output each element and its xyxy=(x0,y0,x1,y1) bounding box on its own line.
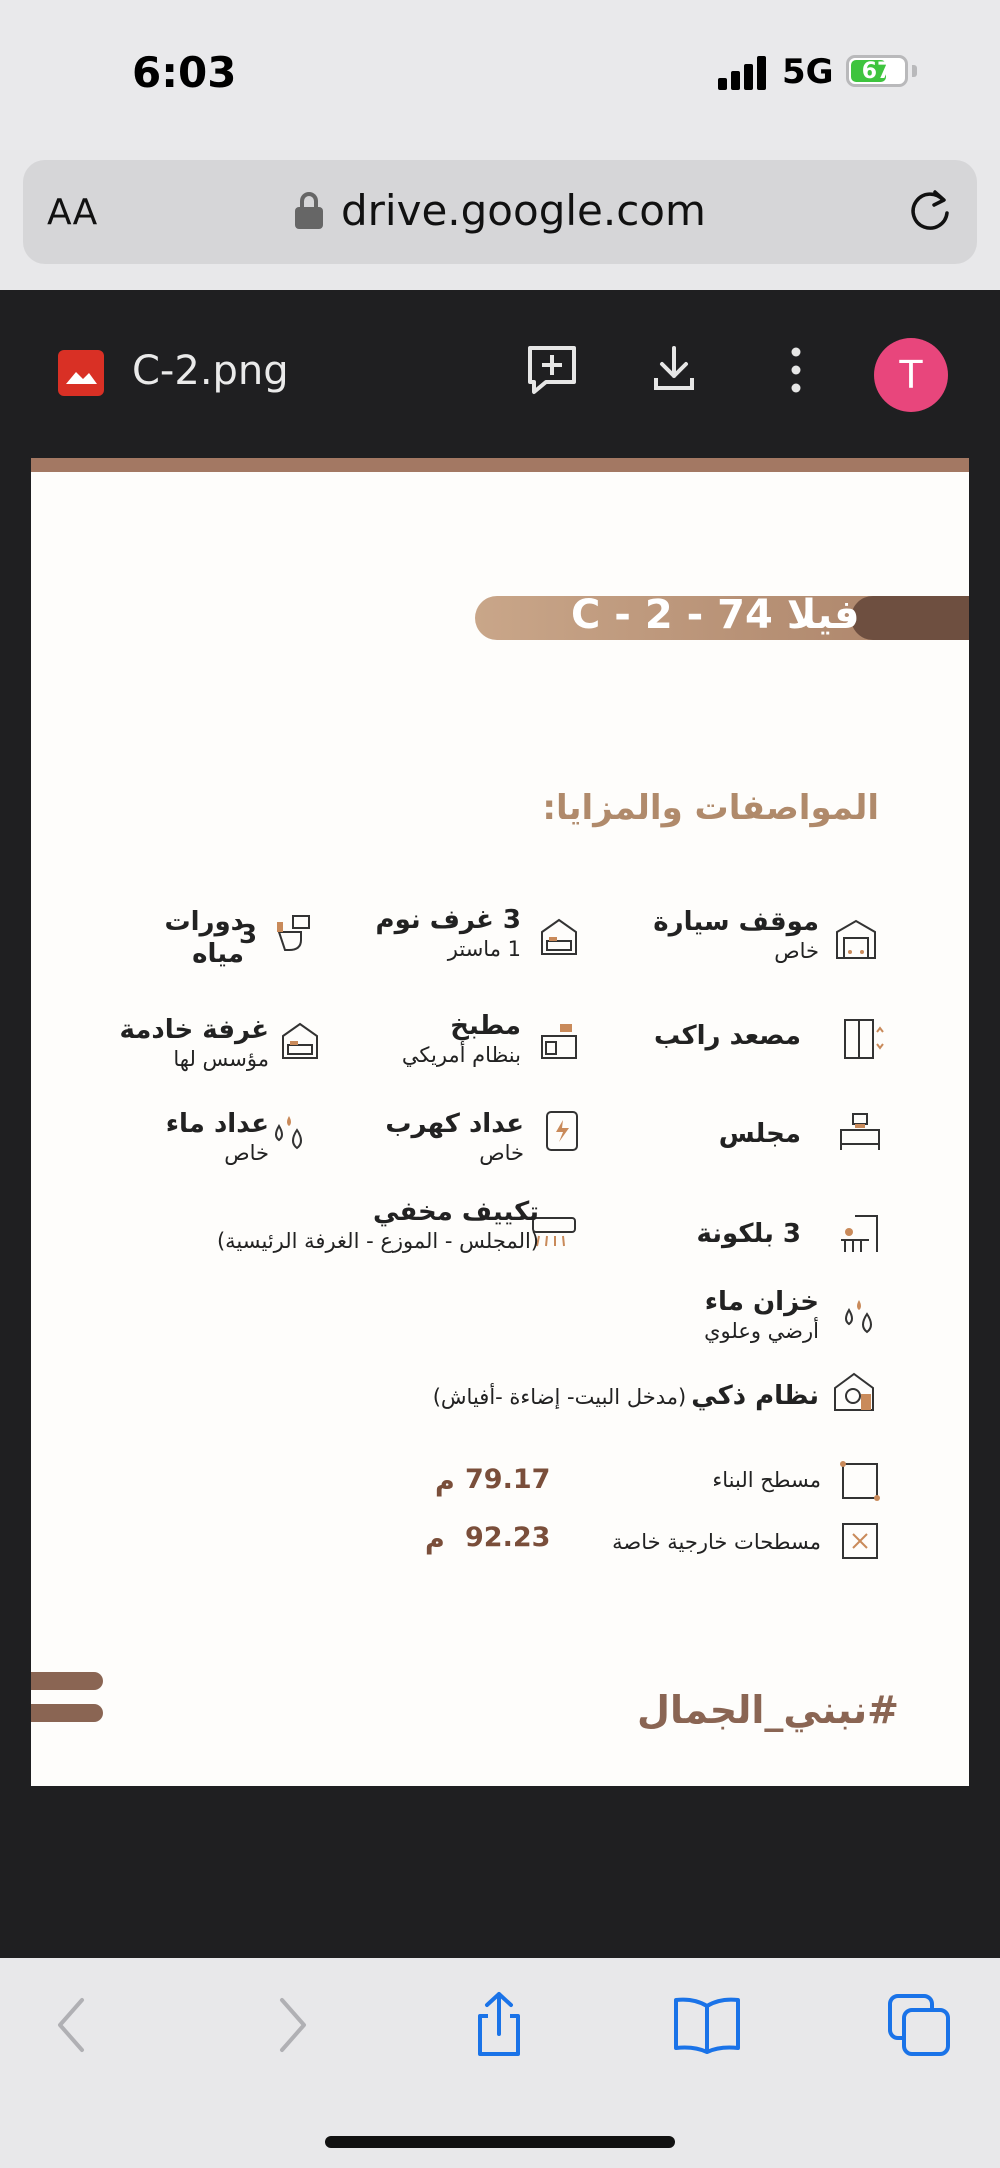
browser-toolbar xyxy=(0,1958,1000,2168)
signal-icon xyxy=(718,56,770,90)
text-size-button[interactable]: AA xyxy=(47,192,98,233)
building-area-value: 79.17 xyxy=(465,1464,551,1495)
network-type: 5G xyxy=(782,52,834,92)
drive-header xyxy=(0,290,1000,450)
spec-smart-system: نظام ذكي (مدخل البيت- إضاءة -أفياش) xyxy=(432,1381,819,1411)
spec-majlis: مجلس xyxy=(718,1119,801,1149)
status-time: 6:03 xyxy=(132,48,237,97)
building-area-label: مسطح البناء xyxy=(712,1468,821,1492)
water-meter-icon xyxy=(267,1110,313,1156)
bed-icon xyxy=(536,914,582,960)
battery-cap xyxy=(912,65,917,77)
spec-parking: موقف سيارة خاص xyxy=(653,907,819,963)
tabs-icon[interactable] xyxy=(884,1990,954,2060)
spec-bedrooms: 3 غرف نوم 1 ماستر xyxy=(375,905,521,961)
spec-electric-meter: عداد كهرب خاص xyxy=(385,1109,524,1165)
address-bar[interactable] xyxy=(23,160,977,264)
outdoor-area-label: مسطحات خارجية خاصة xyxy=(612,1530,821,1554)
electric-meter-icon xyxy=(539,1108,585,1154)
url-text[interactable]: drive.google.com xyxy=(341,186,706,235)
maid-room-icon xyxy=(277,1018,323,1064)
smart-home-icon xyxy=(831,1368,877,1414)
spec-balcony: 3 بلكونة xyxy=(696,1219,801,1249)
title-banner-accent xyxy=(851,596,969,640)
spec-kitchen: مطبخ بنظام أمريكي xyxy=(401,1011,521,1067)
decorative-bar-bottom xyxy=(31,1704,103,1722)
home-indicator[interactable] xyxy=(325,2136,675,2148)
water-tank-icon xyxy=(837,1294,883,1340)
forward-icon[interactable] xyxy=(256,1990,326,2060)
spec-bathrooms: دورات مياه xyxy=(164,907,244,969)
add-comment-icon[interactable] xyxy=(522,340,582,400)
building-area-unit: م xyxy=(435,1466,455,1497)
battery-percent: 67 xyxy=(861,59,893,84)
battery-icon xyxy=(846,55,908,87)
file-name: C-2.png xyxy=(132,348,289,394)
kitchen-icon xyxy=(536,1018,582,1064)
outdoor-area-value: 92.23 xyxy=(465,1522,551,1553)
spec-water-meter: عداد ماء خاص xyxy=(165,1109,269,1165)
spec-maid-room: غرفة خادمة مؤسس لها xyxy=(119,1015,269,1071)
decorative-bar-top xyxy=(31,1672,103,1690)
garage-icon xyxy=(833,916,879,962)
balcony-icon xyxy=(837,1210,883,1256)
building-area-icon xyxy=(837,1458,883,1504)
lock-icon xyxy=(295,192,323,230)
spec-ac: تكييف مخفي (المجلس - الموزع - الغرفة الرئيسية) xyxy=(216,1197,539,1253)
document-top-bar xyxy=(31,458,969,472)
villa-title: فيلا 74 - 2 - C xyxy=(571,592,860,638)
bathrooms-count: 3 xyxy=(239,920,258,950)
share-icon[interactable] xyxy=(464,1990,534,2060)
back-icon[interactable] xyxy=(38,1990,108,2060)
bookmarks-icon[interactable] xyxy=(672,1990,742,2060)
document-image xyxy=(31,458,969,1786)
download-icon[interactable] xyxy=(644,340,704,400)
elevator-icon xyxy=(839,1016,885,1062)
outdoor-area-icon xyxy=(837,1518,883,1564)
spec-elevator: مصعد راكب xyxy=(654,1021,801,1051)
image-file-icon xyxy=(58,350,104,396)
more-options-icon[interactable] xyxy=(766,340,826,400)
status-bar xyxy=(0,0,1000,150)
drive-viewer xyxy=(0,290,1000,1958)
hashtag: #نبني_الجمال xyxy=(637,1688,899,1732)
avatar[interactable]: T xyxy=(874,338,948,412)
specs-heading: المواصفات والمزايا: xyxy=(542,788,879,828)
toilet-icon xyxy=(271,910,317,956)
spec-water-tank: خزان ماء أرضي وعلوي xyxy=(704,1287,819,1343)
reload-icon[interactable] xyxy=(905,186,955,236)
outdoor-area-unit: م xyxy=(425,1524,445,1555)
majlis-icon xyxy=(837,1108,883,1154)
